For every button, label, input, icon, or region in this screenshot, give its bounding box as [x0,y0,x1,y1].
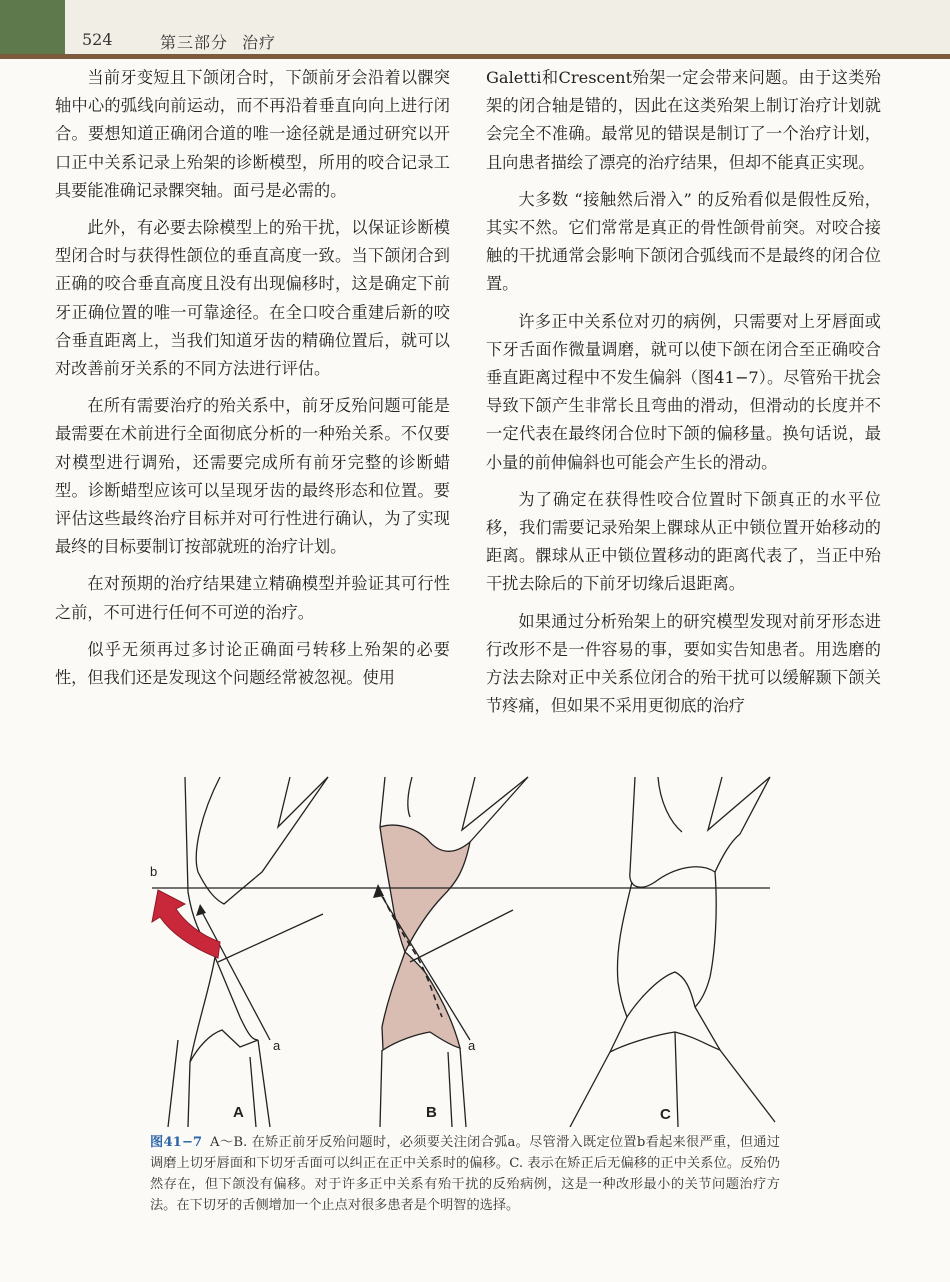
lower-tooth-outline [448,1052,452,1127]
lower-tooth-outline [675,1032,678,1127]
upper-tooth-outline [408,777,412,817]
labial-line [218,914,323,962]
upper-tooth-outline [278,777,328,827]
closure-line [202,912,270,1040]
lower-tooth-outline [610,1017,627,1052]
lower-tooth-outline [215,957,258,1040]
upper-tooth-outline [630,777,770,887]
paragraph: 为了确定在获得性咬合位置时下颌真正的水平位移，我们需要记录殆架上髁球从正中锁位置开始移动的距离。髁球从正中锁位置移动的距离代表了，当正中殆干扰去除后的下前牙切缘后退距离。 [486,489,881,594]
lower-tooth-outline [250,1057,256,1127]
header-rule [0,54,950,59]
left-column [55,64,450,701]
lower-tooth-outline [695,1007,775,1122]
upper-tooth-outline [470,777,528,842]
lower-tooth-fill [382,952,460,1050]
paragraph: 在对预期的治疗结果建立精确模型并验证其可行性之前，不可进行任何不可逆的治疗。 [55,574,450,622]
part-label: 第三部分 [160,33,229,52]
lower-tooth-outline [627,972,695,1017]
panel-b-drawing [373,777,528,1127]
lower-tooth-outline [168,1040,178,1127]
header-color-block [0,0,65,58]
figure-41-7 [130,772,780,1127]
paragraph: 当前牙变短且下颌闭合时，下颌前牙会沿着以髁突轴中心的弧线向前运动，而不再沿着垂直向向上进行闭合。要想知道正确闭合道的唯一途径就是通过研究以开口正中关系记录上殆架的诊断模型，所用的咬合记录工具要能准确记录髁突轴。面弓是必需的。 [55,68,450,200]
lower-tooth-outline [188,952,215,1127]
lower-tooth-outline [617,882,632,1017]
label-b: b [150,864,158,879]
page-number: 524 [82,30,113,49]
panel-b-label: B [426,1104,437,1121]
figure-number: 图41−7 [150,1135,203,1150]
lower-tooth-outline [258,1040,270,1127]
chapter-label: 治疗 [242,33,277,52]
upper-tooth-outline [380,777,385,827]
paragraph: 大多数 “接触然后滑入” 的反殆看似是假性反殆，其实不然。它们常常是真正的骨性颌骨前突。对咬合接触的干扰通常会影响下颌闭合弧线而不是最终的闭合位置。 [486,189,881,294]
closure-arrow-head [196,904,206,916]
page-header [0,0,950,58]
paragraph: 似乎无须再过多讨论正确面弓转移上殆架的必要性，但我们还是发现这个问题经常被忽视。使用 [55,639,450,688]
paragraph: Galetti和Crescent殆架一定会带来问题。由于这类殆架的闭合轴是错的，因此在这类殆架上制订治疗计划就会完全不准确。最常见的错误是制订了一个治疗计划，且向患者描绘了漂亮的治疗结果，但却不能真正实现。 [486,68,881,172]
panel-c-drawing [570,777,775,1127]
upper-tooth-outline [462,777,528,830]
upper-tooth-outline [708,777,770,830]
closure-arrow-head [373,884,384,898]
panel-a-drawing [168,777,328,1127]
lower-tooth-outline [460,1048,466,1127]
section-title [160,30,290,53]
lower-tooth-outline [610,1032,720,1052]
paragraph: 许多正中关系位对刃的病例，只需要对上牙唇面或下牙舌面作微量调磨，就可以使下颌在闭合至正确咬合垂直距离过程中不发生偏斜（图41−7）。尽管殆干扰会导致下颌产生非常长且弯曲的滑动，但滑动的长度并不一定代表在最终闭合位时下颌的偏移量。换句话说，最小量的前伸偏斜也可能会产生长的滑动。 [486,311,881,472]
paragraph: 在所有需要治疗的殆关系中，前牙反殆问题可能是最需要在术前进行全面彻底分析的一种殆关系。不仅要对模型进行调殆，还需要完成所有前牙完整的诊断蜡型。诊断蜡型应该可以呈现牙齿的最终形态和位置。要评估这些最终治疗目标并对可行性进行确认，为了实现最终的目标要制订按部就班的治疗计划。 [55,396,450,557]
caption-text: A～B. 在矫正前牙反殆问题时，必须要关注闭合弧a。尽管滑入既定位置b看起来很严重，但通过调磨上切牙唇面和下切牙舌面可以纠正在正中关系时的偏移。C. 表示在矫正后无偏移的正中关系位。反殆仍然存在，但下颌没有偏移。对于许多正中关系有殆干扰的反殆病例，这是一种改形最小的关节问题治疗方法。在下切牙的舌侧增加一个止点对很多患者是个明智的选择。 [150,1135,780,1213]
red-slide-arrow [152,890,220,958]
label-a-panel-a: a [273,1038,281,1053]
lower-tooth-outline [190,1030,258,1062]
upper-tooth-outline [658,777,682,832]
label-a-panel-b: a [468,1038,476,1053]
panel-a-label: A [233,1104,244,1121]
panel-c-label: C [660,1106,671,1123]
figure-caption [150,1132,780,1216]
lower-tooth-outline [380,1050,382,1127]
lower-tooth-outline [695,872,716,1007]
paragraph: 此外，有必要去除模型上的殆干扰，以保证诊断模型闭合时与获得性颌位的垂直高度一致。当下颌闭合到正确的咬合垂直高度且没有出现偏移时，这是确定下前牙正确位置的唯一可靠途径。在全口咬合重建后新的咬合垂直距离上，当我们知道牙齿的精确位置后，就可以对改善前牙关系的不同方法进行评估。 [55,218,450,379]
right-column [486,64,881,729]
lower-tooth-outline [570,1052,610,1127]
paragraph: 如果通过分析殆架上的研究模型发现对前牙形态进行改形不是一件容易的事，要如实告知患者。用选磨的方法去除对正中关系位闭合的殆干扰可以缓解颞下颌关节疼痛，但如果不采用更彻底的治疗 [486,611,881,716]
